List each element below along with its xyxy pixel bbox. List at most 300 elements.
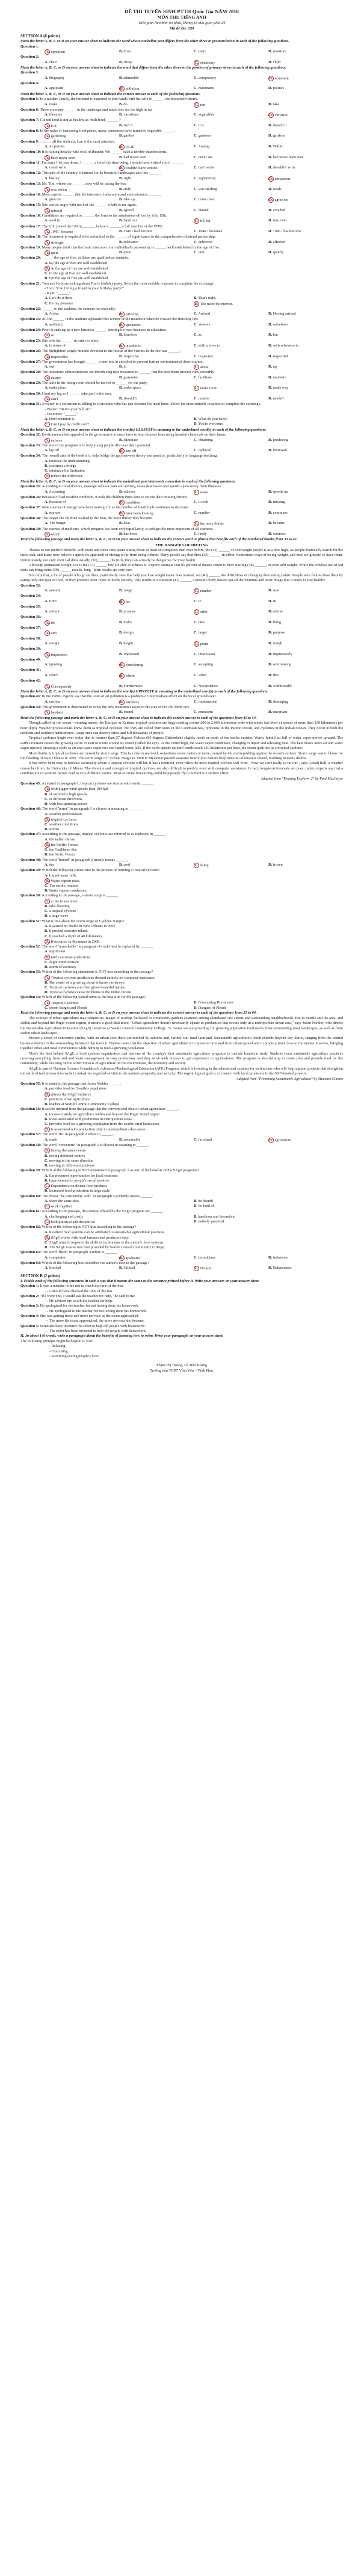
answer-option[interactable]	[45, 333, 119, 338]
answer-option[interactable]	[194, 123, 268, 129]
answer-option[interactable]	[119, 123, 194, 129]
answer-option[interactable]	[45, 909, 343, 914]
answer-option[interactable]	[194, 187, 268, 193]
answer-option[interactable]	[194, 588, 268, 594]
option-letter: C.	[194, 1266, 199, 1271]
answer-option[interactable]	[45, 1204, 194, 1209]
answer-option[interactable]	[268, 609, 343, 615]
answer-option[interactable]	[45, 322, 119, 328]
answer-option[interactable]	[45, 792, 343, 797]
answer-option[interactable]	[45, 60, 119, 66]
answer-option[interactable]	[119, 155, 194, 161]
answer-option[interactable]	[268, 532, 343, 537]
answer-option[interactable]	[45, 218, 119, 224]
answer-option[interactable]	[119, 134, 194, 139]
answer-option[interactable]	[268, 218, 343, 224]
answer-option[interactable]	[268, 312, 343, 317]
answer-option[interactable]	[45, 620, 119, 626]
answer-option[interactable]	[194, 208, 268, 214]
answer-option[interactable]	[194, 710, 268, 715]
answer-option[interactable]	[119, 229, 194, 235]
answer-option[interactable]	[45, 271, 343, 276]
answer-option[interactable]	[194, 630, 268, 636]
answer-option[interactable]	[119, 396, 194, 402]
answer-option[interactable]	[268, 700, 343, 705]
answer-option[interactable]	[119, 652, 194, 658]
answer-option[interactable]	[268, 344, 343, 349]
answer-option[interactable]	[194, 673, 268, 679]
answer-option[interactable]	[268, 187, 343, 193]
answer-option[interactable]	[45, 1117, 343, 1122]
answer-option[interactable]	[45, 1163, 343, 1168]
answer-option[interactable]	[45, 889, 343, 893]
answer-option[interactable]	[119, 76, 194, 81]
answer-option[interactable]	[45, 884, 343, 889]
answer-option[interactable]	[45, 490, 119, 495]
answer-option[interactable]	[268, 123, 343, 129]
answer-option[interactable]	[45, 473, 343, 479]
answer-option[interactable]	[45, 1122, 343, 1127]
answer-option[interactable]	[45, 448, 119, 454]
answer-option[interactable]	[119, 240, 194, 245]
answer-option[interactable]	[119, 322, 194, 328]
answer-option[interactable]	[268, 250, 343, 256]
answer-option[interactable]	[119, 333, 194, 338]
answer-option[interactable]	[268, 76, 343, 81]
answer-option[interactable]	[45, 985, 343, 990]
answer-option[interactable]	[45, 422, 194, 427]
answer-option[interactable]	[45, 899, 343, 904]
answer-option[interactable]	[45, 797, 343, 802]
answer-option[interactable]	[194, 240, 268, 245]
option-text: advise	[273, 609, 283, 614]
answer-option[interactable]	[45, 261, 343, 266]
answer-option[interactable]	[268, 599, 343, 605]
option-letter: A.	[45, 1198, 49, 1203]
option-letter: B.	[45, 1153, 48, 1158]
answer-option[interactable]	[194, 375, 268, 381]
answer-option[interactable]	[45, 354, 119, 360]
answer-option[interactable]	[45, 914, 343, 919]
answer-option[interactable]	[194, 521, 268, 526]
answer-option[interactable]	[268, 396, 343, 402]
answer-option[interactable]	[45, 532, 119, 537]
answer-option[interactable]	[194, 144, 268, 150]
answer-option[interactable]	[194, 1256, 268, 1261]
answer-option[interactable]	[194, 112, 268, 118]
answer-option[interactable]	[45, 1189, 343, 1194]
answer-option[interactable]	[45, 386, 119, 391]
option-text: out	[49, 365, 54, 369]
answer-option[interactable]	[268, 197, 343, 203]
answer-option[interactable]	[119, 662, 194, 668]
answer-option[interactable]	[45, 609, 119, 615]
answer-option[interactable]	[45, 1000, 194, 1006]
answer-option[interactable]	[45, 641, 119, 647]
answer-option[interactable]	[119, 1256, 194, 1261]
answer-option[interactable]	[268, 365, 343, 370]
answer-option[interactable]	[45, 662, 119, 668]
answer-option[interactable]	[119, 365, 194, 370]
answer-option[interactable]	[268, 521, 343, 526]
answer-option[interactable]	[45, 1266, 119, 1271]
answer-option[interactable]	[194, 1006, 343, 1011]
answer-option[interactable]	[194, 354, 268, 360]
answer-option[interactable]	[119, 112, 194, 118]
answer-option[interactable]	[268, 673, 343, 679]
answer-option[interactable]	[268, 375, 343, 381]
answer-option[interactable]	[268, 112, 343, 118]
answer-option[interactable]	[268, 620, 343, 626]
answer-option[interactable]	[268, 863, 343, 868]
answer-option[interactable]	[194, 1266, 268, 1271]
answer-option[interactable]	[268, 144, 343, 150]
answer-option[interactable]	[45, 459, 343, 464]
answer-option[interactable]	[45, 240, 119, 245]
answer-option[interactable]	[119, 86, 194, 91]
answer-option[interactable]	[268, 86, 343, 91]
answer-option[interactable]	[194, 301, 343, 307]
answer-option[interactable]	[45, 822, 343, 827]
answer-option[interactable]	[45, 123, 119, 129]
answer-option[interactable]	[194, 365, 268, 370]
answer-option[interactable]	[194, 620, 268, 626]
answer-option[interactable]	[45, 981, 343, 985]
answer-option[interactable]	[45, 965, 343, 970]
answer-option[interactable]	[194, 422, 343, 427]
answer-option[interactable]	[45, 1256, 119, 1261]
answer-option[interactable]	[268, 1266, 343, 1271]
answer-option[interactable]	[45, 1086, 343, 1091]
answer-option[interactable]	[119, 438, 194, 443]
answer-option[interactable]	[45, 86, 119, 91]
answer-option[interactable]	[119, 684, 194, 689]
answer-option[interactable]	[45, 1245, 343, 1250]
answer-option[interactable]	[119, 863, 194, 868]
answer-option[interactable]	[119, 386, 194, 391]
answer-option[interactable]	[194, 700, 268, 705]
answer-option[interactable]	[45, 1219, 194, 1225]
answer-option[interactable]	[194, 86, 268, 91]
answer-option[interactable]	[45, 176, 119, 182]
answer-option[interactable]	[45, 112, 119, 118]
answer-option[interactable]	[194, 49, 268, 55]
answer-option[interactable]	[119, 208, 194, 214]
answer-option[interactable]	[45, 878, 343, 884]
answer-option[interactable]	[45, 134, 119, 139]
answer-option[interactable]	[119, 144, 194, 150]
answer-option[interactable]	[45, 874, 343, 878]
answer-option[interactable]	[119, 500, 194, 505]
answer-option[interactable]	[45, 863, 119, 868]
answer-option[interactable]	[45, 975, 343, 981]
answer-option[interactable]	[45, 396, 119, 402]
answer-option[interactable]	[268, 511, 343, 516]
answer-option[interactable]	[268, 49, 343, 55]
option-text: offer	[200, 610, 208, 615]
answer-option[interactable]	[194, 1215, 343, 1219]
answer-option[interactable]	[45, 1230, 343, 1235]
answer-option[interactable]	[119, 609, 194, 615]
answer-options	[20, 1344, 343, 1359]
answer-option[interactable]	[119, 250, 194, 256]
answer-option[interactable]	[45, 266, 343, 271]
answer-option[interactable]	[119, 60, 194, 66]
answer-option[interactable]	[45, 1159, 343, 1163]
answer-option[interactable]	[194, 490, 268, 495]
answer-option[interactable]	[45, 469, 343, 473]
answer-option[interactable]	[268, 1138, 343, 1143]
answer-option[interactable]	[194, 1138, 268, 1143]
answer-option[interactable]	[119, 448, 194, 454]
answer-option[interactable]	[268, 448, 343, 454]
answer-option[interactable]	[45, 250, 119, 256]
answer-option[interactable]	[194, 1204, 343, 1209]
answer-option[interactable]	[119, 620, 194, 626]
answer-option[interactable]	[45, 464, 343, 469]
answer-option[interactable]	[268, 354, 343, 360]
answer-option[interactable]	[45, 599, 119, 605]
answer-option[interactable]	[268, 662, 343, 668]
answer-option[interactable]	[194, 333, 268, 338]
answer-option[interactable]	[119, 49, 194, 55]
answer-option[interactable]	[268, 208, 343, 214]
answer-option[interactable]	[268, 652, 343, 658]
answer-option[interactable]	[119, 187, 194, 193]
answer-option[interactable]	[45, 229, 119, 235]
answer-option[interactable]	[45, 49, 119, 55]
answer-option[interactable]	[45, 837, 343, 842]
answer-option[interactable]	[45, 144, 119, 150]
answer-option[interactable]	[119, 102, 194, 108]
answer-option[interactable]	[45, 1097, 343, 1102]
answer-option[interactable]	[45, 187, 119, 193]
answer-option[interactable]	[268, 1256, 343, 1261]
answer-option[interactable]	[45, 802, 343, 807]
answer-option[interactable]	[45, 511, 119, 516]
answer-option[interactable]	[45, 934, 343, 939]
answer-option[interactable]	[45, 786, 343, 792]
answer-option[interactable]	[45, 1154, 343, 1159]
answer-option[interactable]	[45, 949, 343, 954]
answer-option[interactable]	[268, 641, 343, 647]
answer-option[interactable]	[268, 710, 343, 715]
answer-option[interactable]	[119, 354, 194, 360]
answer-option[interactable]	[45, 208, 119, 214]
answer-option[interactable]	[194, 344, 268, 349]
answer-option[interactable]	[45, 417, 194, 422]
answer-option[interactable]	[268, 60, 343, 66]
answer-option[interactable]	[268, 229, 343, 235]
answer-option[interactable]	[45, 312, 119, 317]
answer-option[interactable]	[194, 641, 268, 647]
answer-option[interactable]	[45, 700, 119, 705]
answer-option[interactable]	[194, 218, 268, 224]
answer-option[interactable]	[194, 396, 268, 402]
answer-option[interactable]	[119, 521, 194, 526]
answer-option[interactable]	[119, 700, 194, 705]
question	[20, 1209, 343, 1214]
answer-option[interactable]	[194, 165, 268, 171]
answer-option[interactable]	[268, 134, 343, 139]
answer-option[interactable]	[45, 1174, 343, 1179]
answer-option[interactable]	[45, 955, 343, 960]
answer-option[interactable]	[119, 344, 194, 349]
answer-option[interactable]	[119, 588, 194, 594]
answer-option[interactable]	[194, 1199, 343, 1204]
answer-option[interactable]	[119, 630, 194, 636]
answer-option[interactable]	[268, 165, 343, 171]
answer-option[interactable]	[45, 1112, 343, 1117]
answer-option[interactable]	[268, 176, 343, 182]
answer-option[interactable]	[45, 673, 119, 679]
answer-option[interactable]	[119, 532, 194, 537]
answer-option[interactable]	[45, 155, 119, 161]
answer-option[interactable]	[45, 1092, 343, 1097]
answer-option[interactable]	[194, 197, 268, 203]
answer-option[interactable]	[194, 438, 268, 443]
answer-option[interactable]	[194, 155, 268, 161]
answer-option[interactable]	[45, 438, 119, 443]
answer-option[interactable]	[45, 375, 119, 381]
answer-option[interactable]	[119, 710, 194, 715]
answer-option[interactable]	[194, 176, 268, 182]
answer-option[interactable]	[45, 1235, 343, 1240]
answer-option[interactable]	[194, 386, 268, 391]
answer-option[interactable]	[45, 1183, 343, 1189]
answer-option[interactable]	[119, 599, 194, 605]
answer-options	[20, 49, 343, 55]
answer-option[interactable]	[45, 165, 119, 171]
answer-option[interactable]	[119, 197, 194, 203]
answer-option[interactable]	[194, 500, 268, 505]
option-letter: B.	[120, 87, 124, 91]
answer-option[interactable]	[45, 842, 343, 848]
answer-option[interactable]	[45, 588, 119, 594]
answer-option[interactable]	[45, 1127, 343, 1132]
answer-option[interactable]	[45, 630, 119, 636]
answer-option[interactable]	[45, 924, 343, 929]
answer-option[interactable]	[45, 852, 343, 857]
answer-option[interactable]	[194, 599, 268, 605]
answer-option[interactable]	[119, 218, 194, 224]
option-text: can't write	[198, 165, 214, 170]
answer-option[interactable]	[45, 296, 194, 301]
answer-option[interactable]	[45, 939, 343, 944]
answer-option[interactable]	[45, 1215, 194, 1219]
answer-option[interactable]	[45, 684, 119, 689]
answer-option[interactable]	[194, 134, 268, 139]
answer-option[interactable]	[268, 500, 343, 505]
option-line	[49, 1349, 343, 1354]
answer-option[interactable]	[268, 684, 343, 689]
answer-option[interactable]	[194, 229, 268, 235]
answer-option[interactable]	[194, 417, 343, 422]
answer-option[interactable]	[45, 904, 343, 909]
answer-option[interactable]	[45, 1138, 119, 1143]
answer-option[interactable]	[119, 165, 194, 171]
answer-option[interactable]	[119, 1266, 194, 1271]
answer-option[interactable]	[45, 344, 119, 349]
answer-option[interactable]	[268, 322, 343, 328]
option-text: of extremely high speeds	[49, 792, 87, 797]
option-letter: C.	[45, 822, 49, 827]
answer-option[interactable]	[119, 312, 194, 317]
answer-option[interactable]	[45, 990, 343, 995]
answer-option[interactable]	[268, 102, 343, 108]
answer-option[interactable]	[45, 365, 119, 370]
answer-option[interactable]	[268, 438, 343, 443]
answer-option[interactable]	[119, 1138, 194, 1143]
answer-option[interactable]	[194, 312, 268, 317]
answer-option[interactable]	[45, 1102, 343, 1107]
answer-option[interactable]	[268, 630, 343, 636]
answer-option[interactable]	[194, 1000, 343, 1006]
answer-option[interactable]	[194, 863, 268, 868]
answer-option[interactable]	[45, 1148, 343, 1153]
answer-option[interactable]	[45, 276, 343, 281]
answer-option[interactable]	[194, 448, 268, 454]
answer-option[interactable]	[194, 609, 268, 615]
answer-option[interactable]	[45, 960, 343, 965]
answer-option[interactable]	[45, 301, 194, 307]
answer-option[interactable]	[194, 322, 268, 328]
answer-option[interactable]	[45, 76, 119, 81]
answer-option[interactable]	[45, 197, 119, 203]
answer-option[interactable]	[45, 929, 343, 934]
answer-option[interactable]	[268, 333, 343, 338]
answer-option[interactable]	[45, 817, 343, 822]
answer-option[interactable]	[268, 240, 343, 245]
answer-option[interactable]	[45, 102, 119, 108]
option-text: speeds up	[273, 489, 288, 494]
answer-option[interactable]	[119, 511, 194, 516]
answer-option[interactable]	[45, 848, 343, 852]
answer-option[interactable]	[194, 1219, 343, 1225]
answer-option[interactable]	[268, 155, 343, 161]
answer-option[interactable]	[45, 1199, 194, 1204]
answer-option[interactable]	[119, 375, 194, 381]
answer-option[interactable]	[194, 532, 268, 537]
answer-option[interactable]	[194, 684, 268, 689]
option-text: be friends	[198, 1198, 214, 1203]
answer-option[interactable]	[45, 1179, 343, 1183]
answer-option[interactable]	[45, 1006, 194, 1011]
answer-option[interactable]	[45, 812, 343, 817]
answer-option[interactable]	[194, 102, 268, 108]
answer-option[interactable]	[119, 490, 194, 495]
answer-option[interactable]	[194, 250, 268, 256]
answer-option[interactable]	[194, 662, 268, 668]
answer-option[interactable]	[119, 176, 194, 182]
answer-option[interactable]	[45, 652, 119, 658]
answer-option[interactable]	[119, 673, 194, 679]
answer-option[interactable]	[268, 490, 343, 495]
answer-option[interactable]	[194, 652, 268, 658]
answer-option[interactable]	[45, 521, 119, 526]
answer-option[interactable]	[45, 827, 343, 832]
answer-option[interactable]	[194, 60, 268, 66]
answer-option[interactable]	[268, 386, 343, 391]
answer-option[interactable]	[194, 296, 343, 301]
answer-option[interactable]	[194, 511, 268, 516]
answer-option[interactable]	[119, 641, 194, 647]
answer-option[interactable]	[268, 588, 343, 594]
answer-option[interactable]	[45, 710, 119, 715]
answer-option[interactable]	[45, 500, 119, 505]
answer-option[interactable]	[45, 1240, 343, 1245]
answer-option[interactable]	[194, 76, 268, 81]
